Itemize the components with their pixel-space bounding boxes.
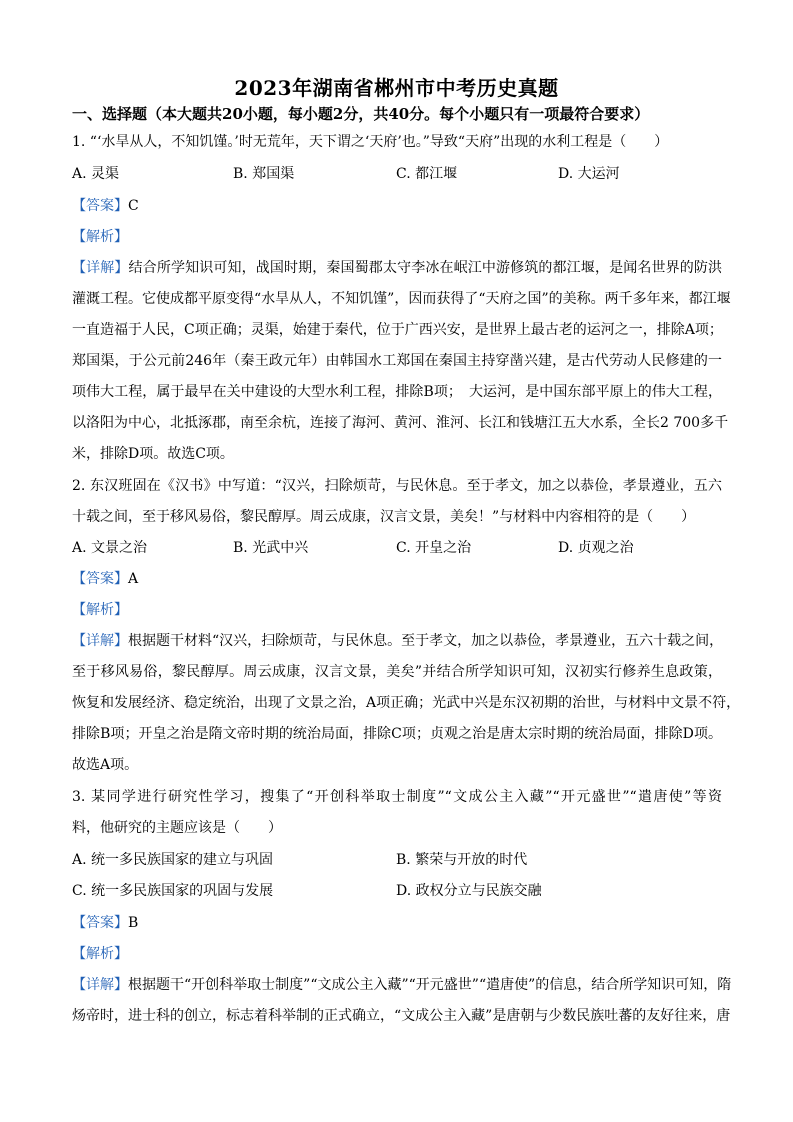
q2-detail-line: 恢复和发展经济、稳定统治，出现了文景之治，A项正确；光武中兴是东汉初期的治世，与材料中文景不符， bbox=[72, 695, 741, 711]
q1-detail-line: 项伟大工程，属于最早在关中建设的大型水利工程，排除B项； 大运河，是中国东部平原上的伟大工程， bbox=[72, 384, 722, 400]
q2-detail-line: 至于移风易俗，黎民醇厚。周云成康，汉言文景，美矣”并结合所学知识可知，汉初实行修养生息政策， bbox=[72, 664, 722, 680]
q3-option-c: C. 统一多民族国家的巩固与发展 bbox=[72, 883, 274, 899]
q3-detail-line: 炀帝时，进士科的创立，标志着科举制的正式确立，“文成公主入藏”是唐朝与少数民族吐蕃的友好往来，唐 bbox=[72, 1008, 731, 1024]
q3-option-b: B. 繁荣与开放的时代 bbox=[396, 852, 528, 868]
q2-option-d: D. 贞观之治 bbox=[558, 540, 634, 556]
detail-label: 【详解】 bbox=[72, 260, 129, 276]
q1-detail-line: 米，排除D项。故选C项。 bbox=[72, 446, 234, 462]
question-3-stem: 3. 某同学进行研究性学习，搜集了“开创科举取士制度”“文成公主入藏”“开元盛世”“遣唐使”等资 bbox=[72, 789, 722, 805]
q3-answer-value: B bbox=[128, 915, 139, 931]
q1-detail-line: 郑国渠，于公元前246年（秦王政元年）由韩国水工郑国在秦国主持穿凿兴建，是古代劳动人民修建的一 bbox=[72, 353, 722, 369]
q1-analysis-label: 【解析】 bbox=[72, 229, 128, 245]
q1-detail-line: 灌溉工程。它使成都平原变得“水旱从人，不知饥馑”，因而获得了“天府之国”的美称。两千多年来，都江堰 bbox=[72, 291, 731, 307]
q1-option-d: D. 大运河 bbox=[558, 166, 620, 182]
q3-answer bbox=[72, 913, 138, 933]
question-2-stem: 2. 东汉班固在《汉书》中写道：“汉兴，扫除烦苛，与民休息。至于孝文，加之以恭俭，孝景遵业，五六 bbox=[72, 478, 722, 494]
q2-answer-value: A bbox=[128, 571, 139, 587]
q1-option-b: B. 郑国渠 bbox=[233, 166, 295, 182]
q2-answer bbox=[72, 569, 138, 589]
section-heading: 一、选择题（本大题共20小题，每小题2分，共40分。每个小题只有一项最符合要求） bbox=[72, 105, 650, 123]
q1-answer bbox=[72, 196, 139, 216]
question-3-stem: 料，他研究的主题应该是（ ） bbox=[72, 820, 282, 836]
q1-option-a: A. 灵渠 bbox=[72, 166, 120, 182]
q1-detail-line: 一直造福于人民，C项正确；灵渠，始建于秦代，位于广西兴安，是世界上最古老的运河之一，排除A项； bbox=[72, 322, 723, 338]
q2-option-b: B. 光武中兴 bbox=[233, 540, 309, 556]
answer-label: 【答案】 bbox=[72, 198, 128, 214]
q2-option-a: A. 文景之治 bbox=[72, 540, 148, 556]
q3-detail-line: 【详解】根据题干“开创科举取士制度”“文成公主入藏”“开元盛世”“遣唐使”的信息，结合所学知识可知，隋 bbox=[72, 977, 732, 993]
question-2-stem: 十载之间，至于移风易俗，黎民醇厚。周云成康，汉言文景，美矣！”与材料中内容相符的是（ ） bbox=[72, 509, 696, 525]
page-title: 2023年湖南省郴州市中考历史真题 bbox=[234, 76, 559, 100]
q3-analysis-label: 【解析】 bbox=[72, 946, 128, 962]
q3-option-a: A. 统一多民族国家的建立与巩固 bbox=[72, 852, 274, 868]
answer-label: 【答案】 bbox=[72, 571, 128, 587]
q2-option-c: C. 开皇之治 bbox=[396, 540, 472, 556]
q3-option-d: D. 政权分立与民族交融 bbox=[396, 883, 542, 899]
question-1-stem: 1. “‘水旱从人，不知饥馑。’时无荒年，天下谓之‘天府’也。”导致“天府”出现的水利工程是（ ） bbox=[72, 134, 669, 150]
q1-option-c: C. 都江堰 bbox=[396, 166, 458, 182]
q2-detail-line: 故选A项。 bbox=[72, 757, 139, 773]
answer-label: 【答案】 bbox=[72, 915, 128, 931]
detail-label: 【详解】 bbox=[72, 633, 128, 649]
detail-label: 【详解】 bbox=[72, 977, 128, 993]
q1-detail-line: 以洛阳为中心，北抵涿郡，南至余杭，连接了海河、黄河、淮河、长江和钱塘江五大水系，全长2 700多千 bbox=[72, 415, 729, 431]
q2-detail-line: 排除B项；开皇之治是隋文帝时期的统治局面，排除C项；贞观之治是唐太宗时期的统治局面，排除D项。 bbox=[72, 726, 722, 742]
q1-detail-line: 【详解】结合所学知识可知，战国时期，秦国蜀郡太守李冰在岷江中游修筑的都江堰，是闻名世界的防洪 bbox=[72, 260, 723, 276]
q1-answer-value: C bbox=[128, 198, 139, 214]
q2-detail-line: 【详解】根据题干材料“汉兴，扫除烦苛，与民休息。至于孝文，加之以恭俭，孝景遵业，五六十载之间， bbox=[72, 633, 724, 649]
q2-analysis-label: 【解析】 bbox=[72, 602, 128, 618]
